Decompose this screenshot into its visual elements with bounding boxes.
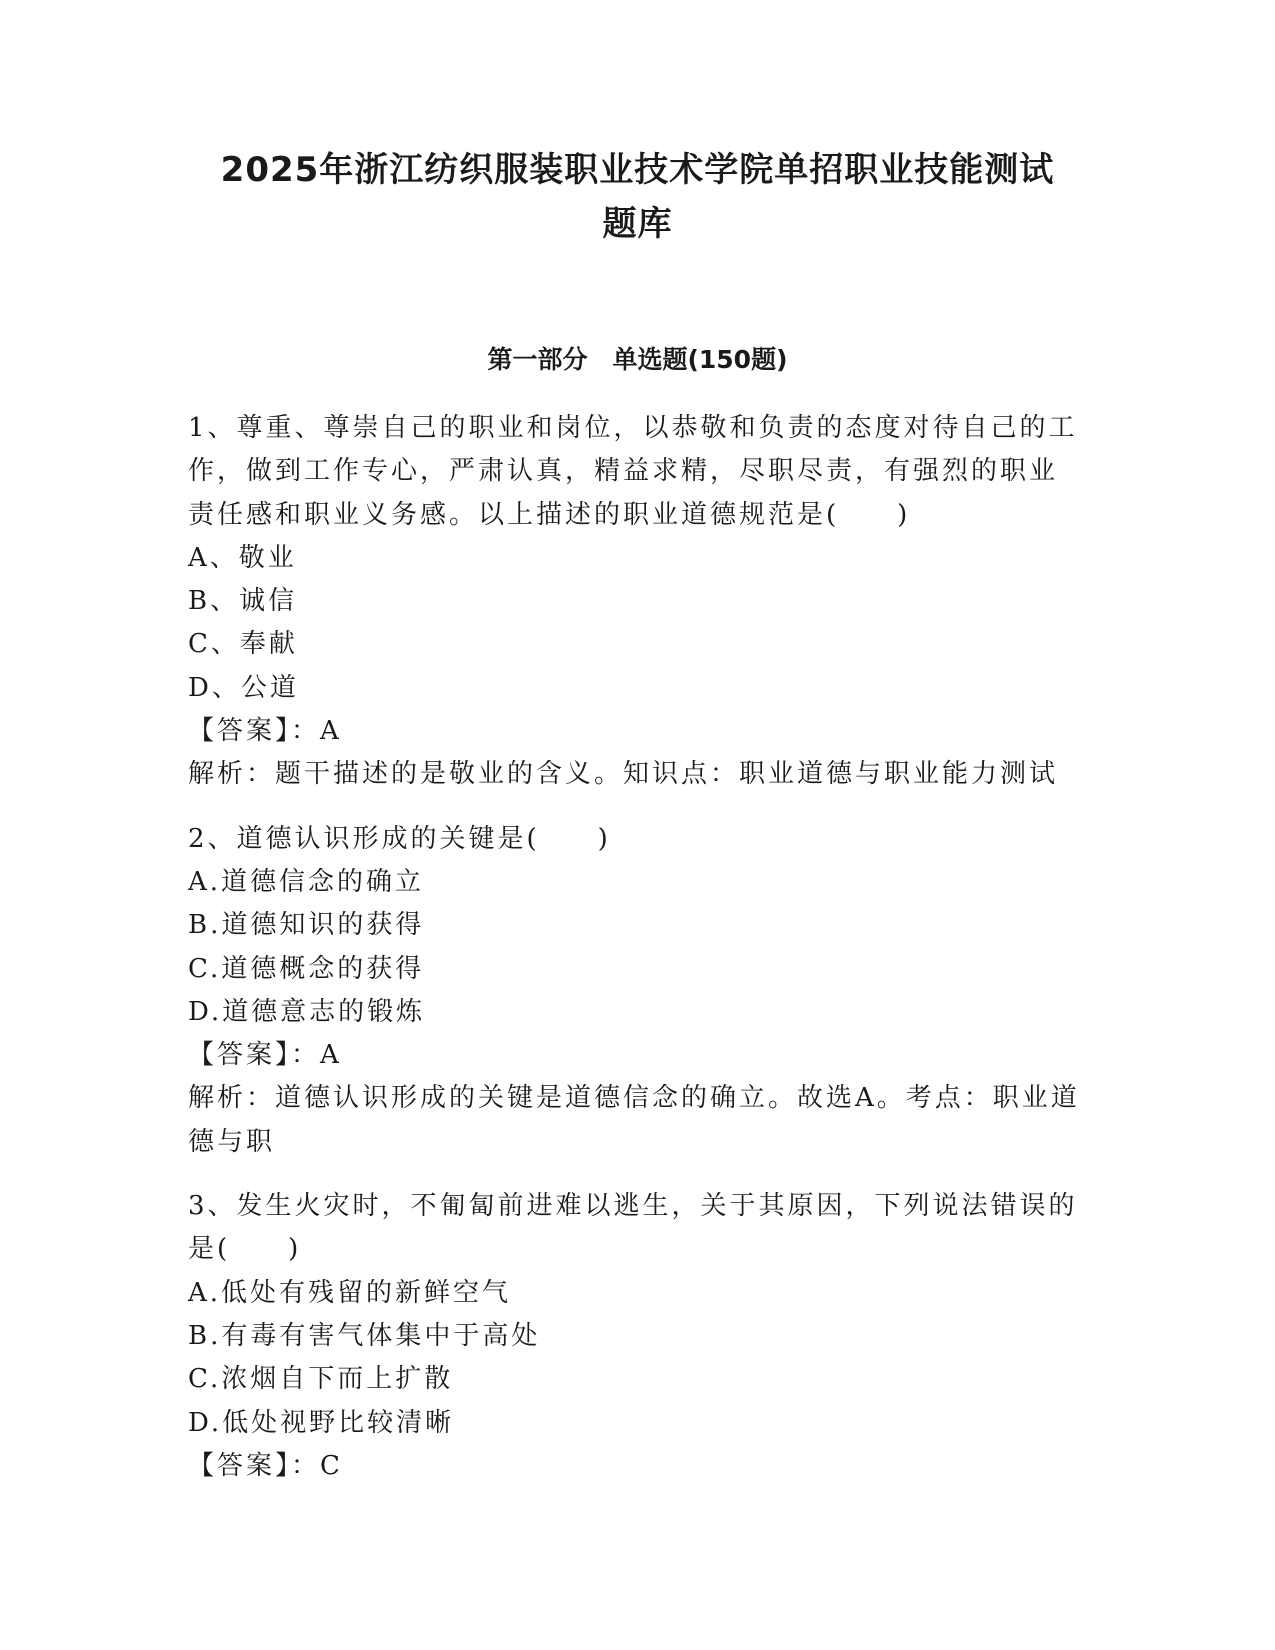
question-block bbox=[188, 407, 1088, 797]
question-stem-line: 作，做到工作专心，严肃认真，精益求精，尽职尽责，有强烈的职业 bbox=[188, 456, 1059, 487]
document-title bbox=[120, 143, 1155, 251]
analysis-line: 德与职 bbox=[188, 1126, 276, 1157]
section-heading: 第一部分 单选题(150题) bbox=[487, 345, 788, 374]
option-c: C.浓烟自下而上扩散 bbox=[188, 1364, 454, 1395]
question-list bbox=[188, 407, 1088, 1488]
question-stem-line: 2、道德认识形成的关键是( ) bbox=[188, 823, 611, 854]
option-d: D.道德意志的锻炼 bbox=[188, 996, 426, 1027]
option-c: C.道德概念的获得 bbox=[188, 953, 425, 984]
analysis-line: 解析：题干描述的是敬业的含义。知识点：职业道德与职业能力测试 bbox=[188, 759, 1059, 790]
answer-line: 【答案】：C bbox=[188, 1450, 343, 1481]
question-spacer bbox=[188, 797, 1088, 818]
question-stem-line: 3、发生火灾时，不匍匐前进难以逃生，关于其原因，下列说法错误的 bbox=[188, 1191, 1078, 1222]
option-c: C、奉献 bbox=[188, 629, 298, 660]
question-stem-line: 责任感和职业义务感。以上描述的职业道德规范是( ) bbox=[188, 499, 911, 530]
analysis-line: 解析：道德认识形成的关键是道德信念的确立。故选A。考点：职业道 bbox=[188, 1083, 1080, 1114]
title-line-1: 2025年浙江纺织服装职业技术学院单招职业技能测试 bbox=[220, 150, 1055, 190]
option-b: B.道德知识的获得 bbox=[188, 910, 425, 941]
option-a: A.低处有残留的新鲜空气 bbox=[188, 1277, 512, 1308]
option-a: A.道德信念的确立 bbox=[188, 866, 425, 897]
question-spacer bbox=[188, 1164, 1088, 1185]
answer-line: 【答案】：A bbox=[188, 1040, 342, 1071]
question-stem-line: 1、尊重、尊崇自己的职业和岗位，以恭敬和负责的态度对待自己的工 bbox=[188, 413, 1078, 443]
title-line-2: 题库 bbox=[602, 204, 673, 244]
option-d: D、公道 bbox=[188, 672, 299, 703]
question-stem-line: 是( ) bbox=[188, 1234, 302, 1265]
question-block bbox=[188, 818, 1088, 1164]
option-a: A、敬业 bbox=[188, 542, 297, 573]
option-b: B.有毒有害气体集中于高处 bbox=[188, 1320, 541, 1351]
question-block bbox=[188, 1185, 1088, 1488]
option-d: D.低处视野比较清晰 bbox=[188, 1407, 455, 1438]
option-b: B、诚信 bbox=[188, 586, 298, 617]
answer-line: 【答案】：A bbox=[188, 716, 342, 747]
